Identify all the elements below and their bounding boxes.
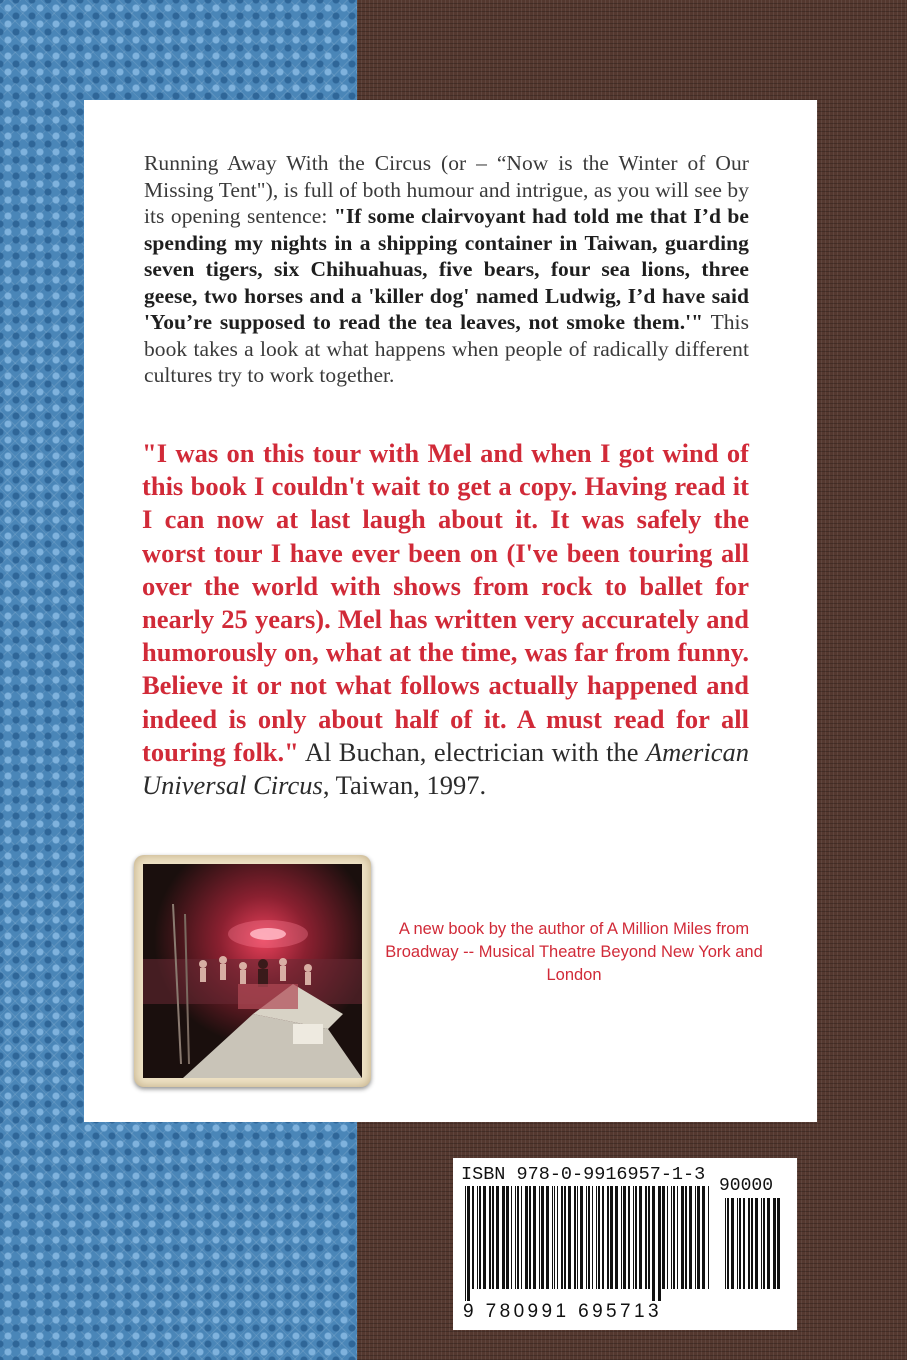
- barcode-bar: [725, 1198, 726, 1289]
- barcode-bar: [602, 1186, 604, 1289]
- circus-photo: [143, 864, 362, 1078]
- barcode-bar: [667, 1186, 668, 1289]
- barcode-bar: [748, 1198, 750, 1289]
- circus-name: American Universal Circus: [142, 736, 749, 801]
- circus-photo-frame: [134, 855, 371, 1087]
- barcode-bar: [574, 1186, 576, 1289]
- intro-paragraph: [144, 150, 749, 389]
- barcode-bar: [479, 1186, 481, 1289]
- barcode-bar: [492, 1186, 494, 1289]
- barcode-bar: [496, 1186, 499, 1289]
- isbn-digits: 9 780991 695713: [463, 1301, 662, 1322]
- intro-text-after: This book takes a look at what happens when people of radically different cultures try to work together.: [144, 310, 749, 387]
- barcode-bar: [554, 1186, 555, 1289]
- barcode-bar: [621, 1186, 622, 1289]
- barcode-bar: [658, 1186, 661, 1301]
- barcode-bar: [525, 1186, 528, 1289]
- barcode-bar: [677, 1186, 678, 1289]
- barcode-bar: [628, 1186, 630, 1289]
- barcode-bar: [681, 1186, 684, 1289]
- barcode-bar: [697, 1186, 700, 1289]
- barcode-bar: [685, 1186, 687, 1289]
- addon-barcode-bars: [723, 1198, 785, 1301]
- barcode-bar: [702, 1186, 705, 1289]
- barcode-bars: [463, 1186, 713, 1301]
- barcode-bar: [648, 1186, 650, 1289]
- testimonial-quote: "I was on this tour with Mel and when I got wind of this book I couldn't wait to get a copy. Having read it I can now at last laugh about it. It was safely the worst tour I have ever been on (I've been touring all over the world with shows from rock to ballet for nearly 25 years). Mel has written very accurately and humorously on, what at the time, was far from funny. Believe it or not what follows actually happened and indeed is only about half of it. A must read for all touring folk.": [142, 438, 749, 767]
- intro-text-before: Running Away With the Circus (or – “Now is the Winter of Our Missing Tent"), is full of both humour and intrigue, as you will see by its opening sentence:: [144, 151, 749, 228]
- barcode-bar: [588, 1186, 590, 1289]
- circus-performance-photo-image: [143, 864, 362, 1078]
- promo-text: A new book by the author of A Million Miles from Broadway -- Musical Theatre Beyond New York and London: [385, 920, 763, 984]
- barcode-bar: [652, 1186, 655, 1301]
- barcode-bar: [557, 1186, 558, 1289]
- barcode-bar: [515, 1186, 516, 1289]
- barcode-bar: [596, 1186, 597, 1289]
- barcode-bar: [506, 1186, 509, 1289]
- barcode-bar: [552, 1186, 553, 1289]
- barcode-bar: [645, 1186, 647, 1289]
- barcode-bar: [662, 1186, 665, 1289]
- barcode-bar: [743, 1198, 745, 1289]
- barcode-bar: [607, 1186, 609, 1289]
- barcode-bar: [671, 1186, 672, 1289]
- barcode-bar: [767, 1198, 770, 1289]
- attribution-after: , Taiwan, 1997.: [322, 770, 487, 801]
- price-code: 90000: [719, 1176, 774, 1196]
- barcode-bar: [546, 1186, 549, 1289]
- barcode-bar: [731, 1198, 734, 1289]
- barcode-bar: [568, 1186, 571, 1289]
- barcode-bar: [561, 1186, 563, 1289]
- barcode-bar: [580, 1186, 583, 1289]
- barcode-bar: [751, 1198, 753, 1289]
- barcode-bar: [623, 1186, 626, 1289]
- barcode-bar: [755, 1198, 758, 1289]
- barcode-bar: [727, 1198, 729, 1289]
- isbn-barcode: [453, 1158, 797, 1330]
- barcode-bar: [689, 1186, 692, 1289]
- barcode-bar: [539, 1186, 540, 1289]
- opening-sentence: "If some clairvoyant had told me that I’d be spending my nights in a shipping container in Taiwan, guarding seven tigers, six Chihuahuas, five bears, four sea lions, three geese, two horses and a 'killer dog' named Ludwig, I’d have said 'You’re supposed to read the tea leaves, not smoke them.'": [144, 204, 749, 334]
- barcode-bar: [483, 1186, 486, 1289]
- barcode-bar: [511, 1186, 512, 1289]
- barcode-bar: [777, 1198, 780, 1289]
- barcode-bar: [533, 1186, 536, 1289]
- barcode-bar: [615, 1186, 618, 1289]
- barcode-bar: [529, 1186, 531, 1289]
- barcode-bar: [592, 1186, 593, 1289]
- barcode-bar: [517, 1186, 519, 1289]
- barcode-bar: [635, 1186, 637, 1289]
- barcode-bar: [633, 1186, 634, 1289]
- barcode-bar: [737, 1198, 738, 1289]
- isbn-label: ISBN 978-0-9916957-1-3: [461, 1164, 706, 1185]
- barcode-bar: [586, 1186, 587, 1289]
- barcode-bar: [477, 1186, 478, 1289]
- barcode-bar: [695, 1186, 696, 1289]
- barcode-bar: [502, 1186, 505, 1289]
- barcode-bar: [472, 1186, 474, 1289]
- barcode-bar: [773, 1198, 776, 1289]
- barcode-bar: [598, 1186, 600, 1289]
- back-cover-text-panel: [84, 100, 817, 1122]
- barcode-bar: [763, 1198, 765, 1289]
- barcode-bar: [761, 1198, 762, 1289]
- barcode-bar: [673, 1186, 675, 1289]
- barcode-bar: [541, 1186, 544, 1289]
- barcode-bar: [465, 1186, 466, 1301]
- attribution-before: Al Buchan, electrician with the: [298, 736, 646, 767]
- barcode-bar: [467, 1186, 470, 1301]
- barcode-bar: [577, 1186, 578, 1289]
- barcode-bar: [489, 1186, 491, 1289]
- barcode-bar: [610, 1186, 613, 1289]
- barcode-bar: [739, 1198, 741, 1289]
- barcode-bar: [708, 1186, 709, 1289]
- testimonial-paragraph: [142, 437, 749, 802]
- barcode-bar: [564, 1186, 566, 1289]
- barcode-bar: [521, 1186, 522, 1289]
- barcode-bar: [639, 1186, 642, 1289]
